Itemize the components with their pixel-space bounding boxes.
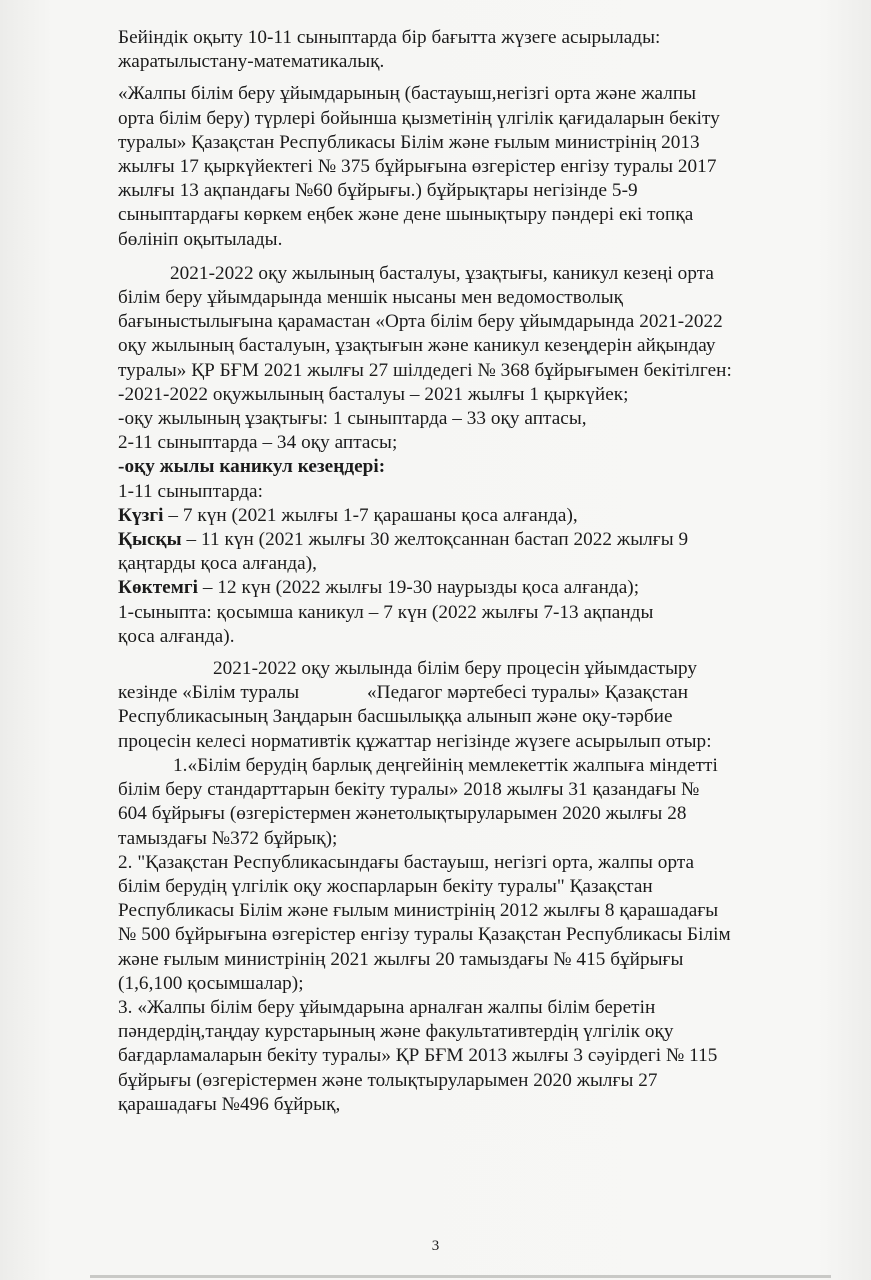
text-line: -2021-2022 оқужылының басталуы – 2021 жылғы 1 қыркүйек; [118, 383, 629, 405]
text-line: жылғы 13 ақпандағы №60 бұйрығы.) бұйрықтары негізінде 5-9 [118, 180, 638, 202]
list-item-3: 3. «Жалпы білім беру ұйымдарына арналған жалпы білім беретін [118, 996, 656, 1018]
list-item-2: 2. "Қазақстан Республикасындағы бастауыш, негізгі орта, жалпы орта [118, 851, 695, 873]
spring-vacation-line [118, 576, 798, 600]
spring-text: – 12 күн (2022 жылғы 19-30 наурызды қоса алғанда); [198, 577, 640, 599]
text-line: 2-11 сыныптарда – 34 оқу аптасы; [118, 432, 398, 454]
text-line: білім берудің үлгілік оқу жоспарларын бекіту туралы" Қазақстан [118, 875, 653, 897]
text-line: 2021-2022 оқу жылында білім беру процесін ұйымдастыру [213, 658, 698, 680]
vacation-heading: -оқу жылы каникул кезеңдері: [118, 456, 386, 478]
autumn-vacation-line [118, 504, 798, 528]
autumn-text: – 7 күн (2021 жылғы 1-7 қарашаны қоса алғанда), [163, 504, 578, 526]
text-line: білім беру стандарттарын бекіту туралы» 2018 жылғы 31 қазандағы № [118, 779, 700, 801]
list-item-1: 1.«Білім берудің барлық деңгейінің мемлекеттік жалпыға міндетті [173, 754, 718, 776]
text-line: № 500 бұйрығына өзгерістер енгізу туралы Қазақстан Республикасы Білім [118, 924, 731, 946]
text-line: бұйрығы (өзгерістермен және толықтыруларымен 2020 жылғы 27 [118, 1069, 658, 1091]
page-number: 3 [431, 1238, 440, 1254]
text-line: Бейіндік оқыту 10-11 сыныптарда бір бағытта жүзеге асырылады: [118, 27, 661, 48]
text-line: бағыныстылығына қарамастан «Орта білім беру ұйымдарында 2021-2022 [118, 311, 723, 333]
text-line: 1-сыныпта: қосымша каникул – 7 күн (2022 жылғы 7-13 ақпанды [118, 601, 654, 623]
text-line: -оқу жылының ұзақтығы: 1 сыныптарда – 33 оқу аптасы, [118, 408, 587, 430]
text-line: Республикасының Заңдарын басшылыққа алынып және оқу-тәрбие [118, 706, 673, 728]
text-line: тамыздағы №372 бұйрық); [118, 827, 338, 849]
winter-vacation-line [118, 528, 798, 552]
text-line: 2021-2022 оқу жылының басталуы, ұзақтығы, каникул кезеңі орта [170, 262, 714, 284]
text-line: және ғылым министрінің 2021 жылғы 20 тамыздағы № 415 бұйрығы [118, 948, 684, 970]
winter-text: – 11 күн (2021 жылғы 30 желтоқсаннан бастап 2022 жылғы 9 [181, 529, 689, 551]
text-line: туралы» Қазақстан Республикасы Білім және ғылым министрінің 2013 [118, 131, 700, 153]
autumn-label: Күзгі [118, 504, 164, 526]
text-line: бағдарламаларын бекіту туралы» ҚР БҒМ 2013 жылғы 3 сәуірдегі № 115 [118, 1045, 718, 1067]
text-line: 604 бұйрығы (өзгерістермен жәнетолықтыруларымен 2020 жылғы 28 [118, 803, 687, 825]
text-line: қаңтарды қоса алғанда), [118, 553, 318, 575]
text-line: қарашадағы №496 бұйрық, [118, 1093, 341, 1115]
text-line: «Жалпы білім беру ұйымдарының (бастауыш,негізгі орта және жалпы [118, 83, 697, 105]
text-line: жылғы 17 қыркүйектегі № 375 бұйрығына өзгерістер енгізу туралы 2017 [118, 156, 717, 178]
page-bottom-edge [90, 1275, 831, 1278]
text-line: қоса алғанда). [118, 625, 235, 647]
text-line: пәндердің,таңдау курстарының және факультативтердің үлгілік оқу [118, 1021, 674, 1043]
text-line: оқу жылының басталуын, ұзақтығын және каникул кезеңдерін айқындау [118, 335, 716, 357]
text-line: жаратылыстану-математикалық. [118, 51, 385, 73]
text-line: сыныптардағы көркем еңбек және дене шынықтыру пәндері екі топқа [118, 204, 694, 226]
text-line: процесін келесі нормативтік құжаттар негізінде жүзеге асырылып отыр: [118, 730, 712, 752]
text-line: (1,6,100 қосымшалар); [118, 972, 304, 994]
document-body [118, 26, 798, 1117]
text-line: орта білім беру) түрлері бойынша қызметінің үлгілік қағидаларын бекіту [118, 107, 720, 129]
text-line: 1-11 сыныптарда: [118, 480, 263, 502]
text-line: бөлініп оқытылады. [118, 228, 283, 250]
text-line: туралы» ҚР БҒМ 2021 жылғы 27 шілдедегі № 368 бұйрығымен бекітілген: [118, 359, 732, 381]
text-line: білім беру ұйымдарында меншік нысаны мен ведомостволық [118, 287, 624, 309]
winter-label: Қысқы [118, 529, 182, 551]
text-line: кезінде «Білім туралы «Педагог мәртебесі туралы» Қазақстан [118, 682, 689, 704]
text-line: Республикасы Білім және ғылым министрінің 2012 жылғы 8 қарашадағы [118, 900, 719, 922]
spring-label: Көктемгі [118, 577, 199, 599]
